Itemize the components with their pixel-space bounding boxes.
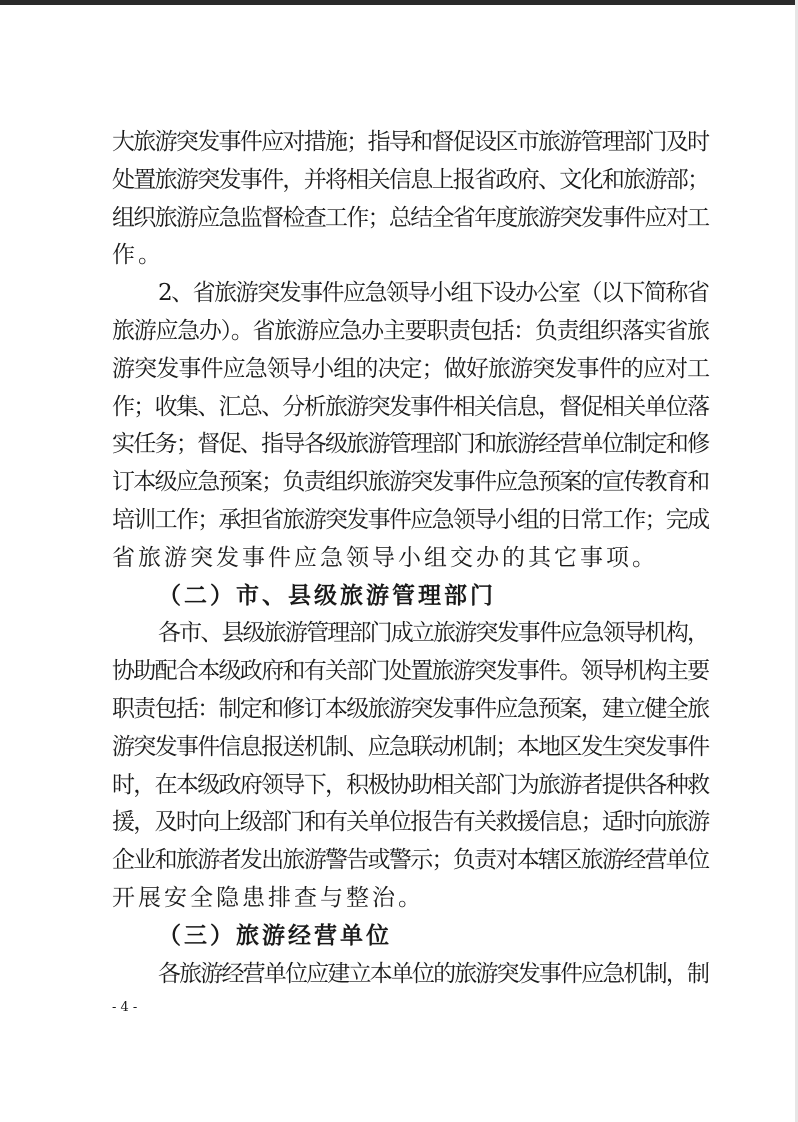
paragraph-line <box>0 878 798 918</box>
section-heading <box>0 576 798 616</box>
paragraph-line <box>0 122 798 162</box>
paragraph-line <box>0 500 798 540</box>
line-text: 企业和旅游者发出旅游警告或警示；负责对本辖区旅游经营单位 <box>112 847 709 874</box>
line-text: 游突发事件应急领导小组的决定；做好旅游突发事件的应对工 <box>112 355 710 382</box>
line-text: 作。 <box>112 242 164 269</box>
paragraph-line <box>0 613 798 653</box>
paragraph-line <box>0 651 798 691</box>
line-text: 游突发事件信息报送机制、应急联动机制；本地区发生突发事件 <box>112 733 709 760</box>
top-border <box>0 0 798 5</box>
paragraph-line <box>0 235 798 275</box>
line-text: 协助配合本级政府和有关部门处置旅游突发事件。领导机构主要 <box>112 658 709 685</box>
line-text: 处置旅游突发事件，并将相关信息上报省政府、文化和旅游部； <box>112 166 709 193</box>
paragraph-line <box>0 765 798 805</box>
line-text: 时，在本级政府领导下，积极协助相关部门为旅游者提供各种救 <box>112 771 709 798</box>
line-text: 大旅游突发事件应对措施；指导和督促设区市旅游管理部门及时 <box>112 129 709 155</box>
page-number: - 4 - <box>112 1000 138 1015</box>
paragraph-line <box>0 462 798 502</box>
paragraph-line <box>0 198 798 238</box>
paragraph-line <box>0 349 798 389</box>
section-heading <box>0 916 798 956</box>
paragraph-line <box>0 311 798 351</box>
paragraph-line <box>0 387 798 427</box>
paragraph-line <box>0 538 798 578</box>
paragraph-line <box>0 802 798 842</box>
paragraph-line <box>0 273 798 313</box>
line-text: （三）旅游经营单位 <box>158 922 392 949</box>
line-text: 援，及时向上级部门和有关单位报告有关救援信息；适时向旅游 <box>112 809 709 836</box>
line-text: 省旅游突发事件应急领导小组交办的其它事项。 <box>112 544 658 571</box>
paragraph-line <box>0 424 798 464</box>
paragraph-line <box>0 727 798 767</box>
line-text: 旅游应急办）。省旅游应急办主要职责包括：负责组织落实省旅 <box>112 318 709 344</box>
line-text: 作；收集、汇总、分析旅游突发事件相关信息，督促相关单位落 <box>112 393 709 420</box>
line-text: 实任务；督促、指导各级旅游管理部门和旅游经营单位制定和修 <box>112 431 709 458</box>
paragraph-line <box>0 954 798 994</box>
paragraph-line <box>0 840 798 880</box>
line-text: 培训工作；承担省旅游突发事件应急领导小组的日常工作；完成 <box>112 507 709 533</box>
line-text: 组织旅游应急监督检查工作；总结全省年度旅游突发事件应对工 <box>112 204 709 231</box>
line-text: 各旅游经营单位应建立本单位的旅游突发事件应急机制，制 <box>158 960 709 987</box>
line-text: 各市、县级旅游管理部门成立旅游突发事件应急领导机构， <box>158 620 709 647</box>
paragraph-line <box>0 689 798 729</box>
line-text: 职责包括：制定和修订本级旅游突发事件应急预案，建立健全旅 <box>112 696 709 722</box>
line-text: （二）市、县级旅游管理部门 <box>158 582 496 609</box>
paragraph-line <box>0 160 798 200</box>
line-text: 2、省旅游突发事件应急领导小组下设办公室（以下简称省 <box>158 280 709 307</box>
line-text: 开展安全隐患排查与整治。 <box>112 885 424 911</box>
line-text: 订本级应急预案；负责组织旅游突发事件应急预案的宣传教育和 <box>112 469 709 496</box>
